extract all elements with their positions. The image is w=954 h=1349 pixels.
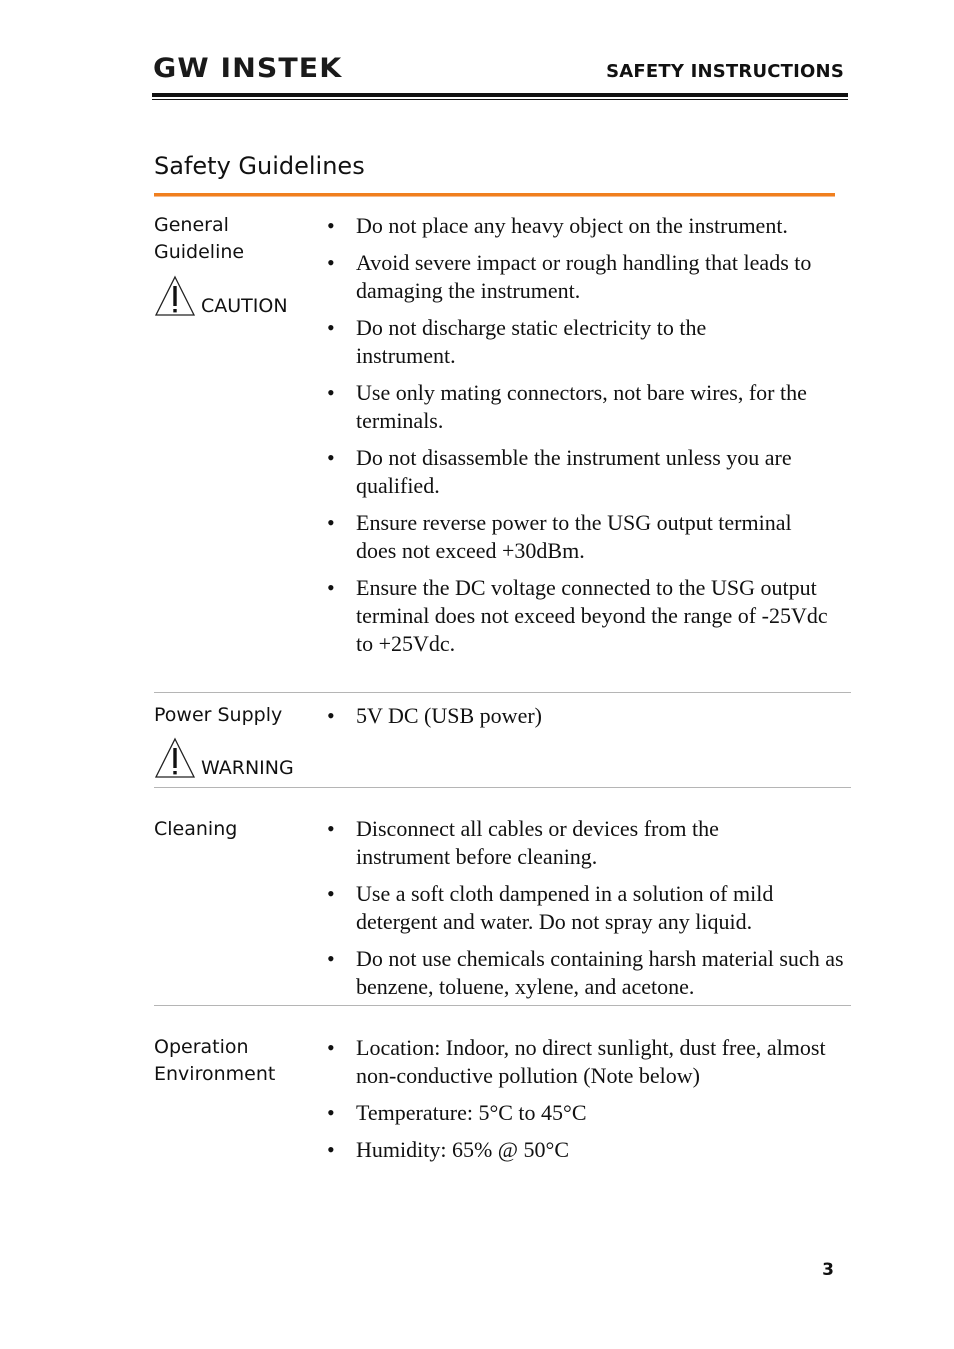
- row-label-column: [154, 816, 324, 843]
- list-item: • Do not disassemble the instrument unless you are qualified.: [327, 444, 846, 500]
- row-label-column: [154, 702, 324, 779]
- header-rule: [152, 93, 848, 97]
- list-item: • Location: Indoor, no direct sunlight, dust free, almost non-conductive pollution (Note below): [327, 1034, 846, 1090]
- section-rule-shadow: [154, 196, 835, 197]
- row-label: General Guideline: [154, 214, 245, 263]
- guideline-table: [154, 207, 851, 1186]
- list-item: • Do not discharge static electricity to the instrument.: [327, 314, 776, 370]
- bullet-list: [327, 788, 851, 1001]
- warning-triangle-icon: [154, 275, 196, 317]
- list-item: • Do not place any heavy object on the instrument.: [327, 212, 796, 240]
- row-power-supply: [154, 693, 851, 788]
- brand-logo: GW INSTEK: [153, 53, 343, 84]
- row-cleaning: [154, 788, 851, 1006]
- bullet-list: [327, 207, 851, 658]
- list-item: • Avoid severe impact or rough handling that leads to damaging the instrument.: [327, 249, 826, 305]
- notice-label: CAUTION: [201, 295, 288, 317]
- list-item: • Disconnect all cables or devices from the instrument before cleaning.: [327, 815, 796, 871]
- header-rule-thin: [152, 99, 848, 100]
- list-item: • Ensure the DC voltage connected to the USG output terminal does not exceed beyond the range of -25Vdc to +25Vdc.: [327, 574, 836, 658]
- list-item: • Humidity: 65% @ 50°C: [327, 1136, 851, 1164]
- bullet-list: [327, 1006, 851, 1164]
- list-item: • Temperature: 5°C to 45°C: [327, 1099, 851, 1127]
- list-item: • Do not use chemicals containing harsh material such as benzene, toluene, xylene, and acetone.: [327, 945, 846, 1001]
- row-label-column: [154, 1034, 324, 1088]
- row-label: Power Supply: [154, 704, 283, 726]
- row-label: Operation Environment: [154, 1036, 276, 1085]
- header-title: SAFETY INSTRUCTIONS: [606, 61, 844, 82]
- warning-notice: [154, 737, 324, 779]
- row-general-guideline: [154, 207, 851, 693]
- row-label-column: [154, 212, 324, 317]
- list-item: • Ensure reverse power to the USG output terminal does not exceed +30dBm.: [327, 509, 796, 565]
- row-label: Cleaning: [154, 818, 238, 840]
- row-operation-environment: [154, 1006, 851, 1186]
- notice-label: WARNING: [201, 757, 294, 779]
- page-header: [152, 52, 848, 98]
- list-item: • Use a soft cloth dampened in a solution of mild detergent and water. Do not spray any liquid.: [327, 880, 846, 936]
- bullet-list: [327, 693, 851, 730]
- caution-notice: [154, 275, 324, 317]
- page-number: 3: [822, 1260, 834, 1280]
- list-item: • Use only mating connectors, not bare wires, for the terminals.: [327, 379, 846, 435]
- section-title: Safety Guidelines: [154, 152, 365, 180]
- list-item: • 5V DC (USB power): [327, 702, 851, 730]
- warning-triangle-icon: [154, 737, 196, 779]
